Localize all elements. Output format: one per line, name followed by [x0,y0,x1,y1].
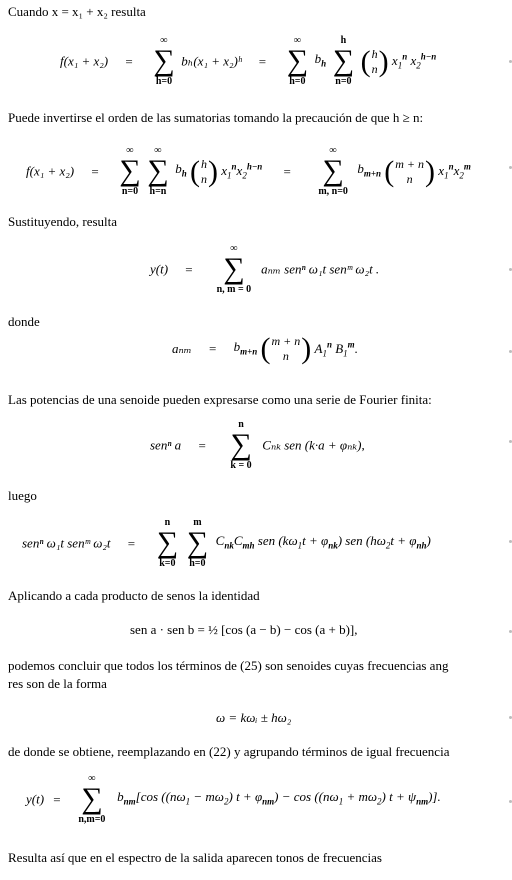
equation-7: sen a · sen b = ½ [cos (a − b) − cos (a + b)], [130,622,358,637]
paragraph-3: Sustituyendo, resulta [8,214,118,229]
eq4-lhs: aₙₘ [172,341,192,356]
paragraph-4: donde [8,314,40,329]
eq3-rhs: aₙₘ senⁿ ω₁t senᵐ ω₂t . [261,261,380,277]
equation-8: ω = kωᵢ ± hω₂ [216,710,292,725]
paragraph-7: Aplicando a cada producto de senos la identidad [8,588,260,603]
eq1-sum-upper: ∞ [160,35,168,46]
eq1-rsum1-upper: ∞ [293,35,301,46]
eq2-lhs: f(x₁ + x₂) [26,163,75,179]
eq5-rhs: Cₙₖ sen (k·a + φₙₖ), [262,437,365,453]
paragraph-6: luego [8,488,37,503]
eq1-sum-lower: h=0 [155,76,173,87]
eq9-lhs: y(t) [26,791,45,807]
equation-2: f(x₁ + x₂) = ∞ ∑ n=0 ∞ ∑ h=n $b_h$ ( h n ) $x_1^nx_2^{h-n}$ = ∞ ∑ m, n=0 $b_{m+n}$ ( m + n n ) $x_1^nx_2^m$ [26,145,471,197]
eq1-lhs: f(x₁ + x₂) [60,53,109,69]
equation-6: senⁿ ω₁t senᵐ ω₂t = n ∑ k=0 m ∑ h=0 $C_{nk}C_{mh}$ sen $(k\omega_1t + \varphi_{nk})$ sen $(h\omega_2t + \varphi_{nh})$ [22,517,431,569]
eq3-sum-lower: n, m = 0 [216,284,252,295]
equation-3: y(t) = ∞ ∑ n, m = 0 aₙₘ senⁿ ω₁t senᵐ ω₂t . [150,243,380,295]
paragraph-10: Resulta así que en el espectro de la salida aparecen tonos de frecuencias [8,850,382,865]
paragraph-9: de donde se obtiene, reemplazando en (22) y agrupando términos de igual frecuencia [8,744,450,759]
paragraph-5: Las potencias de una senoide pueden expresarse como una serie de Fourier finita: [8,392,432,407]
equation-4: $a_{nm} = b_{m+n}$ ( m + n n ) $A_1^n$ $B_1^m$. [172,332,358,365]
eq5-lhs: senⁿ a [150,437,182,453]
eq3-lhs: y(t) [150,261,169,277]
paragraph-8-cont: res son de la forma [8,676,107,691]
paragraph-8: podemos concluir que todos los términos de (25) son senoides cuyas frecuencias ang [8,658,449,673]
equation-5: senⁿ a = n ∑ k = 0 Cₙₖ sen (k·a + φₙₖ), [150,419,365,471]
paragraph-2: Puede invertirse el orden de las sumatorias tomando la precaución de que h ≥ n: [8,110,424,125]
eq6-lhs: senⁿ ω₁t senᵐ ω₂t [22,535,111,551]
eq1-rsum1-lower: h=0 [289,76,306,87]
eq1-rsum2-upper: h [340,35,347,46]
paragraph-1: Cuando x = x₁ + x₂ resulta [8,4,146,19]
eq1-mid: bₕ(x₁ + x₂)ʰ [181,53,242,69]
equation-9: y(t) = ∞ ∑ n,m=0 $b_{nm}[\cos$ $((n\omega_1 - m\omega_2) t + \varphi_{nm}) - \cos ((n\omega_1 + m\omega_2) t + \psi_{nm})$]. [26,773,441,825]
eq1-rsum2-lower: n=0 [335,76,352,87]
equation-1: f(x₁ + x₂) = ∞ ∑ h=0 bₕ(x₁ + x₂)ʰ = ∞ ∑ h=0 $b_h$ h ∑ n=0 ( h n ) $x_1^n$ $x_2^{h-n}$ [60,35,437,87]
